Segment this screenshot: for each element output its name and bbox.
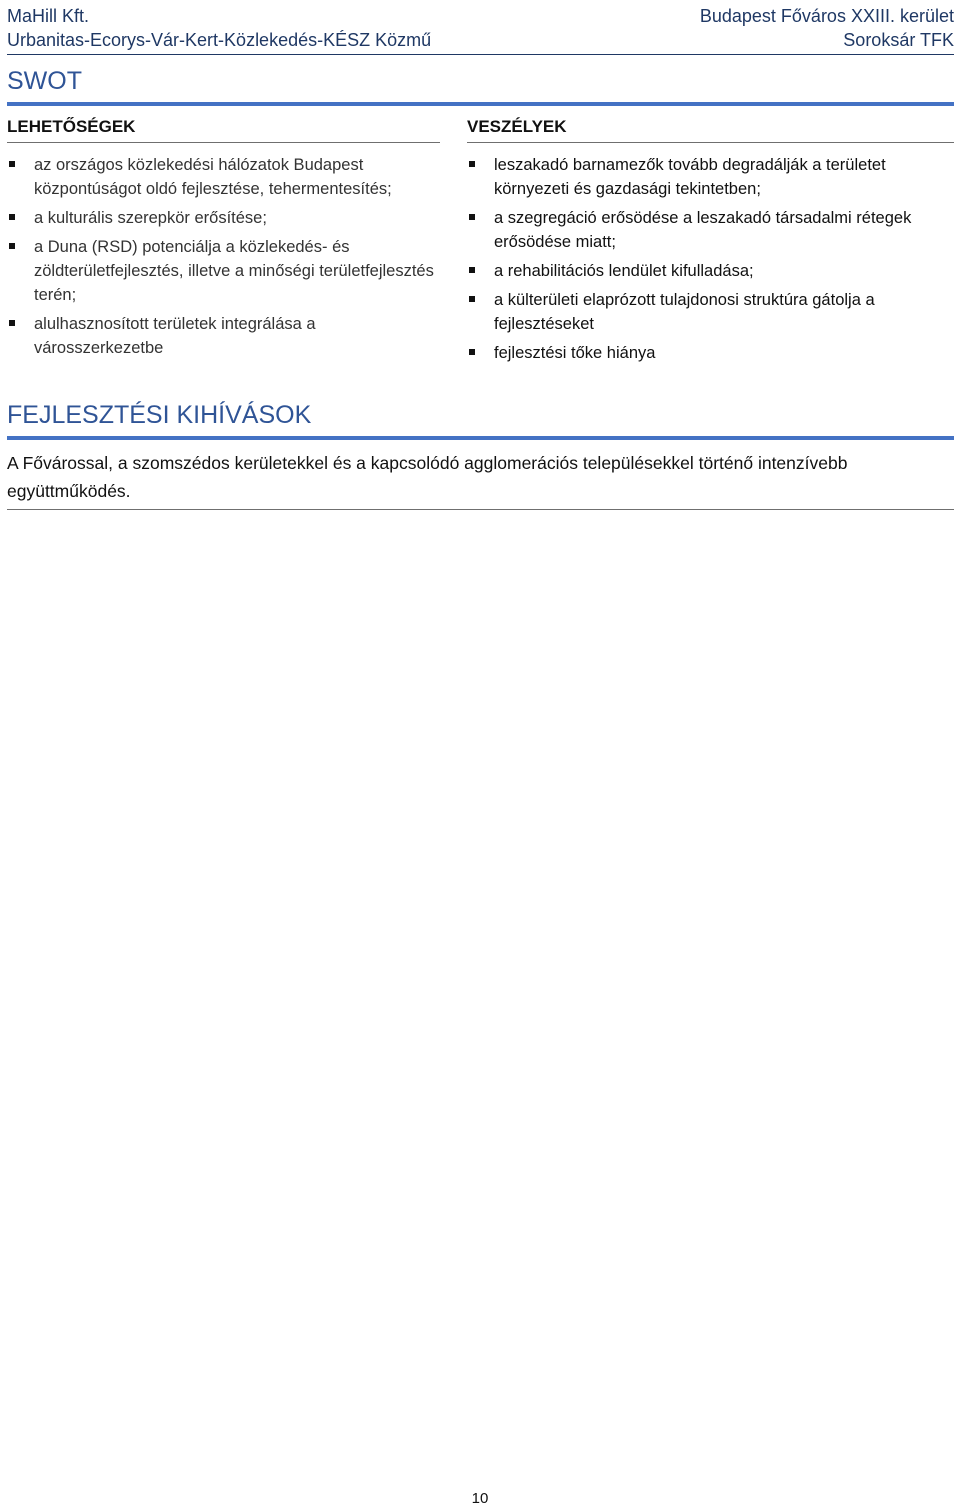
list-item: a kulturális szerepkör erősítése; xyxy=(7,206,440,230)
header-district: Soroksár TFK xyxy=(843,30,954,50)
list-item: alulhasznosított területek integrálása a városszerkezetbe xyxy=(7,312,440,360)
list-item: a Duna (RSD) potenciálja a közlekedés- és zöldterületfejlesztés, illetve a minőségi területfejlesztés terén; xyxy=(7,235,440,307)
opportunities-list xyxy=(7,153,440,360)
square-bullet-icon xyxy=(469,349,475,355)
square-bullet-icon xyxy=(469,161,475,167)
list-item: a szegregáció erősödése a leszakadó társadalmi rétegek erősödése miatt; xyxy=(467,206,954,254)
page-number: 10 xyxy=(471,1490,489,1507)
square-bullet-icon xyxy=(9,161,15,167)
threats-list xyxy=(467,153,954,365)
header-left xyxy=(7,4,431,52)
opportunities-column xyxy=(7,114,440,365)
list-item: leszakadó barnamezők tovább degradálják a területet környezeti és gazdasági tekintetben; xyxy=(467,153,954,201)
page-header xyxy=(7,0,954,55)
header-consortium: Urbanitas-Ecorys-Vár-Kert-Közlekedés-KÉSZ Közmű xyxy=(7,30,432,50)
threats-heading: VESZÉLYEK xyxy=(467,114,954,143)
square-bullet-icon xyxy=(9,243,15,249)
challenges-title: FEJLESZTÉSI KIHÍVÁSOK xyxy=(7,400,954,440)
opportunities-heading: LEHETŐSÉGEK xyxy=(7,114,440,143)
threats-column xyxy=(467,114,954,370)
header-right xyxy=(700,4,954,52)
square-bullet-icon xyxy=(9,320,15,326)
header-location: Budapest Főváros XXIII. kerület xyxy=(699,6,954,26)
list-item: fejlesztési tőke hiánya xyxy=(467,341,954,365)
list-item: a külterületi elaprózott tulajdonosi struktúra gátolja a fejlesztéseket xyxy=(467,288,954,336)
square-bullet-icon xyxy=(469,267,475,273)
square-bullet-icon xyxy=(469,214,475,220)
square-bullet-icon xyxy=(9,214,15,220)
swot-title: SWOT xyxy=(7,66,954,106)
list-item: a rehabilitációs lendület kifulladása; xyxy=(467,259,954,283)
square-bullet-icon xyxy=(469,296,475,302)
list-item: az országos közlekedési hálózatok Budapest központúságot oldó fejlesztése, tehermentesítés; xyxy=(7,153,440,201)
challenges-text: A Fővárossal, a szomszédos kerületekkel és a kapcsolódó agglomerációs településekkel történő intenzívebb együttműködés. xyxy=(7,449,954,510)
header-company: MaHill Kft. xyxy=(7,6,90,26)
